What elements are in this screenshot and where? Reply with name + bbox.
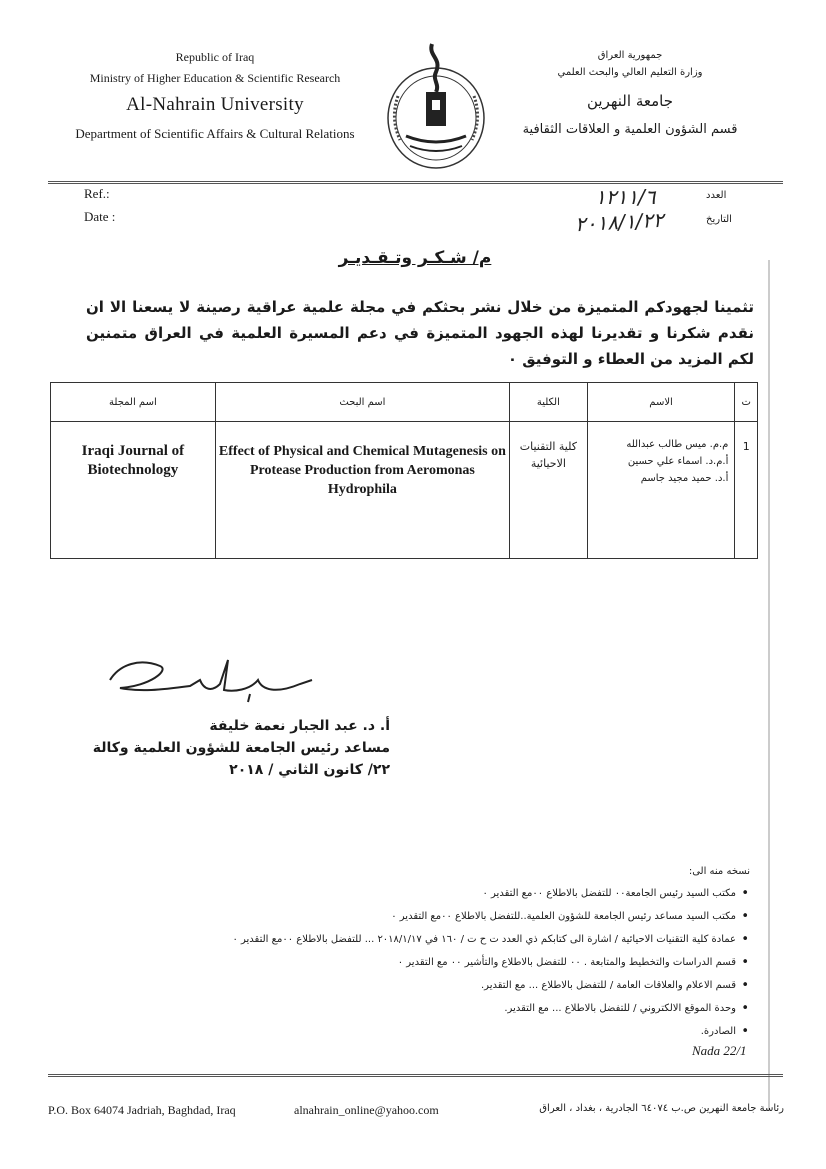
copy-recipient: • وحدة الموقع الالكتروني / للتفضل بالاطلاع ... مع التقدير. [150, 997, 736, 1020]
header-divider [48, 181, 783, 184]
copies-list [150, 866, 750, 1043]
typist-initials: Nada 22/1 [692, 1043, 747, 1058]
letterhead-english [40, 48, 390, 142]
department-name-ar: قسم الشؤون العلمية و العلاقات الثقافية [522, 122, 738, 137]
reference-date: ٢٠١٨/١/٢٢ [574, 207, 665, 237]
cell-num: 1 [735, 422, 758, 559]
number-label-ar: العدد [706, 190, 727, 201]
letter-body: تثمينا لجهودكم المتميزة من خلال نشر بحثكم في مجلة علمية عراقية رصينة لا يسعنا الا ان نقدم شكرنا و تقديرنا لهذه الجهود المتميزة في دعم المسيرة العلمية في العراق متمنين لكم المزيد من العطاء و التوفيق ٠ [86, 298, 754, 368]
subject-text: م/ شـكـر وتـقـديـر [338, 248, 492, 268]
table-header-row [51, 383, 758, 422]
ministry-name: Ministry of Higher Education & Scientific Research [89, 71, 341, 85]
copy-recipient: • مكتب السيد مساعد رئيس الجامعة للشؤون العلمية..للتفضل بالاطلاع ٠٠مع التقدير ٠ [150, 905, 736, 928]
margin-mark [768, 260, 770, 1110]
copy-recipient: • قسم الدراسات والتخطيط والمتابعة . ٠٠ للتفضل بالاطلاع والتأشير ٠٠ مع التقدير ٠ [150, 951, 736, 974]
university-seal-logo [376, 36, 496, 176]
footer-address-ar: رئاسة جامعة النهرين ص.ب ٦٤٠٧٤ الجادرية ، بغداد ، العراق [539, 1103, 784, 1114]
country-name-ar: جمهورية العراق [597, 50, 663, 61]
letter-subject [280, 248, 550, 268]
date-label: Date : [84, 209, 116, 224]
country-name: Republic of Iraq [175, 50, 255, 64]
department-name: Department of Scientific Affairs & Cultural Relations [75, 126, 355, 141]
signatory-name: أ. د. عبد الجبار نعمة خليفة [209, 718, 390, 734]
date-label-ar: التاريخ [706, 214, 732, 225]
header-research: اسم البحث [215, 383, 509, 422]
cell-names [587, 422, 735, 559]
signatory-title: مساعد رئيس الجامعة للشؤون العلمية وكالة [92, 740, 390, 756]
publication-table [50, 382, 758, 559]
author-name: أ.د. حميد مجيد جاسم [640, 473, 729, 484]
ministry-name-ar: وزارة التعليم العالي والبحث العلمي [557, 67, 703, 78]
copy-recipient: • مكتب السيد رئيس الجامعة٠٠ للتفضل بالاطلاع ٠٠مع التقدير ٠ [150, 882, 736, 905]
cell-college: كلية التقنيات الاحيائية [510, 422, 588, 559]
footer-divider [48, 1074, 783, 1077]
signatory-date: ٢٢/ كانون الثاني / ٢٠١٨ [229, 762, 390, 778]
reference-number: ١٢١١/٦ [595, 185, 656, 209]
copies-title: نسخه منه الى: [688, 866, 750, 877]
header-college: الكلية [510, 383, 588, 422]
letterhead-arabic [505, 50, 755, 137]
cell-journal: Iraqi Journal of Biotechnology [51, 422, 216, 559]
copy-recipient: • الصادرة. [150, 1020, 736, 1043]
handwritten-signature [100, 650, 320, 710]
university-name: Al-Nahrain University [126, 94, 304, 115]
header-journal: اسم المجلة [51, 383, 216, 422]
cell-research-title: Effect of Physical and Chemical Mutagenesis on Protease Production from Aeromonas Hydrophila [215, 422, 509, 559]
header-name: الاسم [587, 383, 735, 422]
signatory-block [70, 715, 390, 781]
ref-label: Ref.: [84, 186, 110, 201]
table-row [51, 422, 758, 559]
copy-recipient: • عمادة كلية التقنيات الاحيائية / اشارة الى كتابكم ذي العدد ت ح ت / ١٦٠ في ٢٠١٨/١/١٧ ... للتفضل بالاطلاع ٠٠مع التقدير ٠ [150, 928, 736, 951]
header-num: ت [735, 383, 758, 422]
copy-recipient: • قسم الاعلام والعلاقات العامة / للتفضل بالاطلاع ... مع التقدير. [150, 974, 736, 997]
author-name: أ.م.د. اسماء علي حسين [627, 456, 729, 467]
footer-email: alnahrain_online@yahoo.com [294, 1103, 439, 1117]
author-name: م.م. ميس طالب عبدالله [626, 439, 729, 450]
university-name-ar: جامعة النهرين [587, 92, 673, 110]
footer-address: P.O. Box 64074 Jadriah, Baghdad, Iraq [48, 1103, 236, 1117]
